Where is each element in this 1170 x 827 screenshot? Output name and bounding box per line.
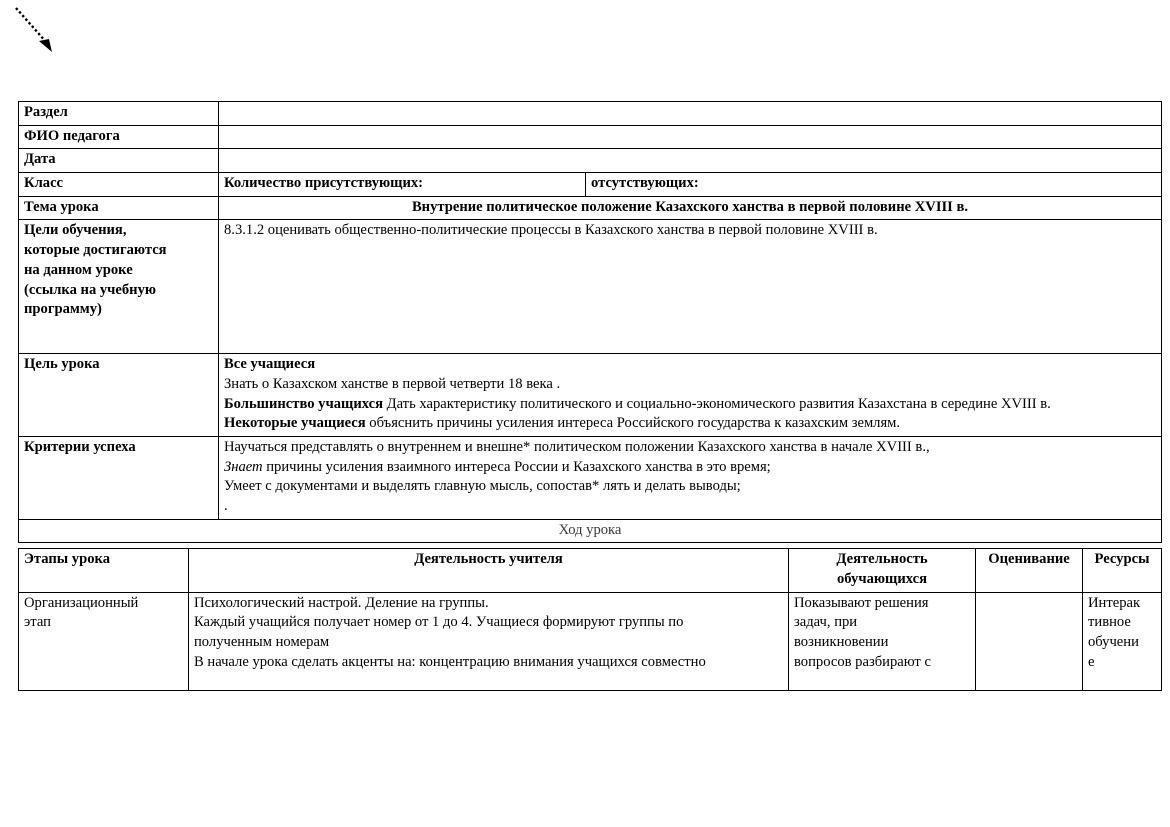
criteria-line-2-italic: Знает (224, 458, 263, 475)
table-row (19, 592, 1162, 691)
goal-most-students-text: Дать характеристику политического и социально-экономического развития Казахстана в середине XVIII в. (382, 395, 1051, 412)
value-topic[interactable]: Внутрение политическое положение Казахского ханства в первой половине XVIII в. (219, 196, 1162, 220)
resources-line-3: обучени (1088, 634, 1139, 651)
stage-line-2: этап (24, 614, 51, 631)
label-absent-count[interactable]: отсутствующих: (586, 173, 1162, 197)
course-of-lesson-banner: Ход урока (19, 519, 1162, 543)
resources-line-2: тивное (1088, 614, 1131, 631)
criteria-line-2-rest: причины усиления взаимного интереса России и Казахского ханства в это время; (262, 458, 771, 475)
table-row-lesson-goal (19, 354, 1162, 437)
goal-most-students-label: Большинство учащихся (224, 395, 383, 412)
goal-some-students-label: Некоторые учащиеся (224, 415, 366, 432)
header-student-activity-line-1: Деятельность (836, 551, 928, 568)
label-present-count[interactable]: Количество присутствующих: (219, 173, 586, 197)
goal-all-students-text: Знать о Казахском ханстве в первой четверти 18 века . (224, 375, 561, 392)
goal-all-students-label: Все учащиеся (224, 356, 316, 373)
header-student-activity (789, 549, 976, 592)
student-activity-line-3: возникновении (794, 634, 889, 651)
table-row-success-criteria (19, 436, 1162, 519)
lesson-flow-table (18, 548, 1162, 691)
student-activity-line-1: Показывают решения (794, 594, 929, 611)
pointer-arrow-annotation (14, 6, 74, 62)
criteria-line-4: . (224, 497, 228, 514)
label-learning-objectives (19, 220, 219, 354)
table-row-teacher-name (19, 125, 1162, 149)
teacher-activity-line-4: В начале урока сделать акценты на: концентрацию внимания учащихся совместно (194, 653, 706, 670)
cell-student-activity[interactable] (789, 592, 976, 691)
cell-stage[interactable] (19, 592, 189, 691)
cell-resources[interactable] (1083, 592, 1162, 691)
label-topic: Тема урока (19, 196, 219, 220)
table-row-course-banner (19, 519, 1162, 543)
table-row-learning-objectives (19, 220, 1162, 354)
value-learning-objectives[interactable] (219, 220, 1162, 354)
resources-line-4: е (1088, 653, 1095, 670)
cell-teacher-activity[interactable] (189, 592, 789, 691)
objectives-text: 8.3.1.2 оценивать общественно-политические процессы в Казахского ханства в первой половине XVIII в. (224, 222, 878, 239)
cell-assessment[interactable] (976, 592, 1083, 691)
header-assessment: Оценивание (976, 549, 1083, 592)
teacher-activity-line-1: Психологический настрой. Деление на группы. (194, 594, 489, 611)
lesson-plan-document (18, 101, 1161, 691)
label-objectives-line-1: Цели обучения, (24, 222, 127, 239)
lesson-flow-header-row (19, 549, 1162, 592)
student-activity-line-4: вопросов разбирают с (794, 653, 931, 670)
label-objectives-line-3: на данном уроке (24, 261, 133, 278)
label-objectives-line-2: которые достигаются (24, 242, 167, 259)
value-section[interactable] (219, 102, 1162, 126)
table-row-section (19, 102, 1162, 126)
table-row-class (19, 173, 1162, 197)
stage-line-1: Организационный (24, 594, 139, 611)
header-resources: Ресурсы (1083, 549, 1162, 592)
label-lesson-goal: Цель урока (19, 354, 219, 437)
student-activity-line-2: задач, при (794, 614, 858, 631)
teacher-activity-line-3: полученным номерам (194, 634, 330, 651)
goal-some-students-text: объяснить причины усиления интереса Российского государства к казахским землям. (365, 415, 901, 432)
label-teacher-name: ФИО педагога (19, 125, 219, 149)
table-row-date (19, 149, 1162, 173)
value-success-criteria[interactable] (219, 436, 1162, 519)
criteria-line-1: Научаться представлять о внутреннем и внешне* политическом положении Казахского ханства в начале XVIII в., (224, 438, 930, 455)
label-class: Класс (19, 173, 219, 197)
label-success-criteria: Критерии успеха (19, 436, 219, 519)
table-row-topic (19, 196, 1162, 220)
criteria-line-3: Умеет с документами и выделять главную мысль, сопостав* лять и делать выводы; (224, 478, 741, 495)
value-lesson-goal[interactable] (219, 354, 1162, 437)
value-date[interactable] (219, 149, 1162, 173)
resources-line-1: Интерак (1088, 594, 1141, 611)
label-date: Дата (19, 149, 219, 173)
label-objectives-line-5: программу) (24, 301, 102, 318)
teacher-activity-line-2: Каждый учащийся получает номер от 1 до 4. Учащиеся формируют группы по (194, 614, 684, 631)
header-student-activity-line-2: обучающихся (837, 571, 927, 587)
label-objectives-line-4: (ссылка на учебную (24, 281, 157, 298)
value-teacher-name[interactable] (219, 125, 1162, 149)
header-teacher-activity: Деятельность учителя (189, 549, 789, 592)
lesson-plan-table (18, 101, 1162, 543)
header-stages: Этапы урока (19, 549, 189, 592)
label-section: Раздел (19, 102, 219, 126)
